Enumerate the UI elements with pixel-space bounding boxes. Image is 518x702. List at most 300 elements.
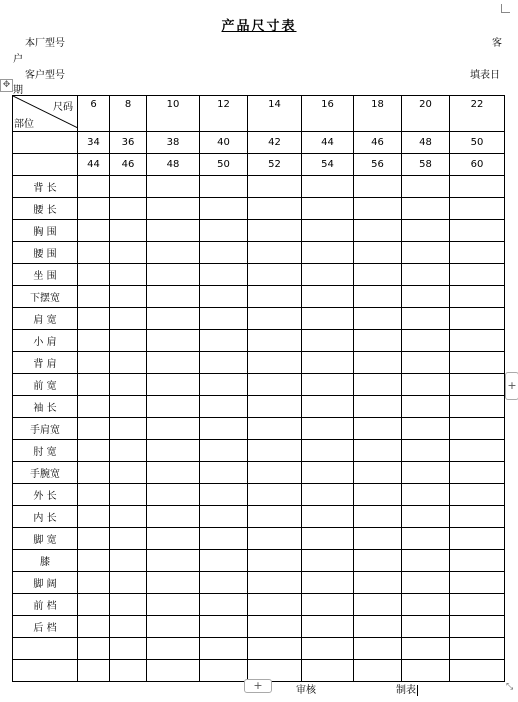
measure-cell[interactable] [354,242,402,264]
part-label[interactable]: 膝 [13,550,78,572]
measure-cell[interactable] [110,374,147,396]
measure-cell[interactable] [200,484,248,506]
measure-cell[interactable] [200,550,248,572]
size-cell[interactable]: 44 [302,132,354,154]
measure-cell[interactable] [402,396,450,418]
measure-cell[interactable] [402,176,450,198]
measure-cell[interactable] [450,594,505,616]
size-cell[interactable]: 50 [200,154,248,176]
measure-cell[interactable] [110,550,147,572]
measure-cell[interactable] [354,506,402,528]
measure-cell[interactable] [450,220,505,242]
measure-cell[interactable] [78,308,110,330]
measure-cell[interactable] [354,176,402,198]
measure-cell[interactable] [248,440,302,462]
measure-cell[interactable] [200,352,248,374]
part-label[interactable]: 脚 宽 [13,528,78,550]
measure-cell[interactable] [200,418,248,440]
measure-cell[interactable] [78,660,110,682]
measure-cell[interactable] [200,198,248,220]
measure-cell[interactable] [302,616,354,638]
add-column-plus-icon[interactable]: + [505,372,518,400]
measure-cell[interactable] [248,176,302,198]
measure-cell[interactable] [200,440,248,462]
measure-cell[interactable] [200,594,248,616]
measure-cell[interactable] [78,418,110,440]
measure-cell[interactable] [78,396,110,418]
measure-cell[interactable] [302,462,354,484]
table-row [13,330,505,352]
part-label[interactable]: 前 宽 [13,374,78,396]
measure-cell[interactable] [302,352,354,374]
table-row [13,242,505,264]
measure-cell[interactable] [78,462,110,484]
measure-cell[interactable] [248,330,302,352]
measure-cell[interactable] [248,462,302,484]
measure-cell[interactable] [200,330,248,352]
table-row [13,198,505,220]
measure-cell[interactable] [302,440,354,462]
measure-cell[interactable] [110,308,147,330]
measure-cell[interactable] [450,198,505,220]
measure-cell[interactable] [147,506,200,528]
measure-cell[interactable] [302,594,354,616]
review-label: 审核 [296,685,316,696]
part-label[interactable]: 腰 长 [13,198,78,220]
size-cell[interactable]: 14 [248,96,302,132]
measure-cell[interactable] [402,440,450,462]
measure-cell[interactable] [354,484,402,506]
measure-cell[interactable] [450,550,505,572]
measure-cell[interactable] [354,308,402,330]
measure-cell[interactable] [248,550,302,572]
size-cell[interactable]: 10 [147,96,200,132]
part-label[interactable]: 背 长 [13,176,78,198]
measure-cell[interactable] [450,572,505,594]
text-cursor [417,685,418,696]
measure-cell[interactable] [402,308,450,330]
corner-bottom-label: 部位 [14,119,34,130]
measure-cell[interactable] [450,528,505,550]
date-label-part2: 期 [13,85,23,96]
measure-cell[interactable] [402,638,450,660]
measure-cell[interactable] [200,308,248,330]
measure-cell[interactable] [450,418,505,440]
measure-cell[interactable] [402,242,450,264]
measure-cell[interactable] [354,220,402,242]
measure-cell[interactable] [147,264,200,286]
measure-cell[interactable] [450,506,505,528]
measure-cell[interactable] [147,198,200,220]
measure-cell[interactable] [402,462,450,484]
size-cell[interactable]: 36 [110,132,147,154]
part-label[interactable]: 下摆宽 [13,286,78,308]
measure-cell[interactable] [147,462,200,484]
measure-cell[interactable] [147,638,200,660]
measure-cell[interactable] [354,440,402,462]
measure-cell[interactable] [248,528,302,550]
table-row [13,352,505,374]
size-row [13,154,505,176]
size-cell[interactable]: 48 [402,132,450,154]
table-row [13,616,505,638]
table-row [13,550,505,572]
factory-model-label: 本厂型号 [25,38,65,49]
part-label[interactable]: 肘 宽 [13,440,78,462]
measure-cell[interactable] [450,396,505,418]
customer-model-label: 客户型号 [25,70,65,81]
measure-cell[interactable] [110,198,147,220]
measure-cell[interactable] [110,660,147,682]
size-cell[interactable]: 56 [354,154,402,176]
measure-cell[interactable] [354,198,402,220]
measure-cell[interactable] [450,242,505,264]
measure-cell[interactable] [450,176,505,198]
measure-cell[interactable] [450,660,505,682]
part-label[interactable]: 手腕宽 [13,462,78,484]
measure-cell[interactable] [78,594,110,616]
measure-cell[interactable] [402,484,450,506]
measure-cell[interactable] [302,638,354,660]
size-cell[interactable]: 40 [200,132,248,154]
measure-cell[interactable] [354,330,402,352]
measure-cell[interactable] [402,264,450,286]
measure-cell[interactable] [402,660,450,682]
measure-cell[interactable] [248,594,302,616]
measure-cell[interactable] [402,220,450,242]
measure-cell[interactable] [78,616,110,638]
measure-cell[interactable] [110,220,147,242]
measure-cell[interactable] [248,286,302,308]
table-row [13,220,505,242]
table-row [13,176,505,198]
size-cell[interactable]: 8 [110,96,147,132]
measure-cell[interactable] [402,594,450,616]
measure-cell[interactable] [200,286,248,308]
part-label[interactable]: 手肩宽 [13,418,78,440]
add-row-plus-icon[interactable]: + [244,679,272,693]
measure-cell[interactable] [450,352,505,374]
size-cell[interactable]: 44 [78,154,110,176]
measure-cell[interactable] [200,264,248,286]
measure-cell[interactable] [110,484,147,506]
part-label[interactable]: 胸 围 [13,220,78,242]
measure-cell[interactable] [302,396,354,418]
measure-cell[interactable] [78,638,110,660]
measure-cell[interactable] [248,264,302,286]
measure-cell[interactable] [354,286,402,308]
table-row [13,572,505,594]
measure-cell[interactable] [147,660,200,682]
measure-cell[interactable] [302,198,354,220]
measure-cell[interactable] [450,330,505,352]
measure-cell[interactable] [200,462,248,484]
measure-cell[interactable] [354,352,402,374]
measure-cell[interactable] [147,616,200,638]
measure-cell[interactable] [302,374,354,396]
part-label[interactable]: 后 档 [13,616,78,638]
measure-cell[interactable] [78,198,110,220]
measure-cell[interactable] [147,330,200,352]
size-cell[interactable]: 48 [147,154,200,176]
measure-cell[interactable] [78,528,110,550]
measure-cell[interactable] [200,242,248,264]
date-label-part1: 填表日 [470,70,500,81]
table-row [13,418,505,440]
part-label[interactable]: 坐 围 [13,264,78,286]
measure-cell[interactable] [147,572,200,594]
measure-cell[interactable] [200,528,248,550]
measure-cell[interactable] [110,396,147,418]
part-label[interactable]: 腰 围 [13,242,78,264]
measure-cell[interactable] [354,616,402,638]
table-row [13,308,505,330]
measure-cell[interactable] [450,484,505,506]
maker-label-text: 制表 [396,685,416,696]
measure-cell[interactable] [147,418,200,440]
table-row [13,506,505,528]
measure-cell[interactable] [78,176,110,198]
size-cell[interactable]: 42 [248,132,302,154]
measure-cell[interactable] [110,462,147,484]
size-cell[interactable]: 58 [402,154,450,176]
measure-cell[interactable] [402,572,450,594]
measure-cell[interactable] [354,462,402,484]
table-row [13,462,505,484]
measure-cell[interactable] [402,550,450,572]
measure-cell[interactable] [78,352,110,374]
measure-cell[interactable] [450,616,505,638]
measure-cell[interactable] [402,616,450,638]
measure-cell[interactable] [110,418,147,440]
measure-cell[interactable] [110,352,147,374]
measure-cell[interactable] [200,638,248,660]
size-cell[interactable]: 54 [302,154,354,176]
measure-cell[interactable] [402,198,450,220]
size-cell[interactable]: 46 [110,154,147,176]
measure-cell[interactable] [147,374,200,396]
part-label[interactable]: 袖 长 [13,396,78,418]
size-cell[interactable]: 12 [200,96,248,132]
size-table [12,95,505,682]
table-row [13,440,505,462]
measure-cell[interactable] [302,242,354,264]
measure-cell[interactable] [78,484,110,506]
measure-cell[interactable] [248,242,302,264]
measure-cell[interactable] [78,264,110,286]
measure-cell[interactable] [200,506,248,528]
measure-cell[interactable] [200,220,248,242]
measure-cell[interactable] [450,286,505,308]
table-row [13,594,505,616]
measure-cell[interactable] [354,374,402,396]
table-row [13,638,505,660]
part-label[interactable]: 肩 宽 [13,308,78,330]
measure-cell[interactable] [200,176,248,198]
measure-cell[interactable] [200,660,248,682]
measure-cell[interactable] [402,528,450,550]
page-title: 产品尺寸表 [221,19,297,34]
measure-cell[interactable] [302,176,354,198]
part-label[interactable]: 背 肩 [13,352,78,374]
corner-top-label: 尺码 [53,102,73,113]
measure-cell[interactable] [147,352,200,374]
measure-cell[interactable] [147,286,200,308]
part-label[interactable] [13,660,78,682]
measure-cell[interactable] [110,594,147,616]
measure-cell[interactable] [402,506,450,528]
move-icon[interactable]: ✥ [0,79,13,92]
measure-cell[interactable] [147,242,200,264]
measure-cell[interactable] [110,440,147,462]
measure-cell[interactable] [200,374,248,396]
measure-cell[interactable] [110,616,147,638]
measure-cell[interactable] [248,484,302,506]
measure-cell[interactable] [248,616,302,638]
measure-cell[interactable] [78,330,110,352]
measure-cell[interactable] [78,242,110,264]
part-label[interactable]: 脚 阔 [13,572,78,594]
measure-cell[interactable] [147,484,200,506]
measure-cell[interactable] [110,572,147,594]
customer-label-part2: 户 [13,54,23,65]
measure-cell[interactable] [248,198,302,220]
part-label[interactable] [13,638,78,660]
measure-cell[interactable] [302,506,354,528]
measure-cell[interactable] [354,660,402,682]
measure-cell[interactable] [302,308,354,330]
blank-cell[interactable] [13,154,78,176]
measure-cell[interactable] [450,638,505,660]
table-row [13,264,505,286]
measure-cell[interactable] [302,330,354,352]
measure-cell[interactable] [402,374,450,396]
part-label[interactable]: 外 长 [13,484,78,506]
measure-cell[interactable] [302,264,354,286]
measure-cell[interactable] [110,528,147,550]
size-cell[interactable]: 34 [78,132,110,154]
measure-cell[interactable] [248,638,302,660]
measure-cell[interactable] [147,176,200,198]
measure-cell[interactable] [200,396,248,418]
measure-cell[interactable] [147,396,200,418]
measure-cell[interactable] [78,286,110,308]
measure-cell[interactable] [78,550,110,572]
measure-cell[interactable] [147,594,200,616]
measure-cell[interactable] [302,660,354,682]
resize-icon[interactable]: ⤡ [506,682,514,692]
measure-cell[interactable] [354,264,402,286]
measure-cell[interactable] [248,308,302,330]
measure-cell[interactable] [78,440,110,462]
measure-cell[interactable] [248,374,302,396]
measure-cell[interactable] [110,264,147,286]
size-cell[interactable]: 50 [450,132,505,154]
measure-cell[interactable] [302,286,354,308]
size-cell[interactable]: 20 [402,96,450,132]
measure-cell[interactable] [110,242,147,264]
measure-cell[interactable] [450,374,505,396]
corner-diagonal-cell [13,96,78,132]
part-label[interactable]: 前 档 [13,594,78,616]
size-cell[interactable]: 46 [354,132,402,154]
blank-cell[interactable] [13,132,78,154]
measure-cell[interactable] [248,220,302,242]
measure-cell[interactable] [110,330,147,352]
size-cell[interactable]: 60 [450,154,505,176]
measure-cell[interactable] [147,440,200,462]
measure-cell[interactable] [354,594,402,616]
measure-cell[interactable] [110,638,147,660]
measure-cell[interactable] [110,286,147,308]
measure-cell[interactable] [450,440,505,462]
measure-cell[interactable] [147,220,200,242]
measure-cell[interactable] [78,506,110,528]
measure-cell[interactable] [354,528,402,550]
measure-cell[interactable] [248,506,302,528]
measure-cell[interactable] [402,418,450,440]
measure-cell[interactable] [110,176,147,198]
measure-cell[interactable] [354,638,402,660]
measure-cell[interactable] [450,308,505,330]
table-row [13,528,505,550]
measure-cell[interactable] [78,220,110,242]
measure-cell[interactable] [248,396,302,418]
measure-cell[interactable] [402,286,450,308]
measure-cell[interactable] [200,572,248,594]
measure-cell[interactable] [248,418,302,440]
size-cell[interactable]: 52 [248,154,302,176]
measure-cell[interactable] [450,462,505,484]
size-cell[interactable]: 38 [147,132,200,154]
measure-cell[interactable] [302,528,354,550]
measure-cell[interactable] [248,572,302,594]
maker-label[interactable] [396,681,418,696]
part-label[interactable]: 小 肩 [13,330,78,352]
size-cell[interactable]: 18 [354,96,402,132]
measure-cell[interactable] [248,352,302,374]
measure-cell[interactable] [302,220,354,242]
table-row [13,374,505,396]
measure-cell[interactable] [302,550,354,572]
measure-cell[interactable] [147,528,200,550]
measure-cell[interactable] [302,418,354,440]
size-row [13,132,505,154]
measure-cell[interactable] [302,572,354,594]
size-cell[interactable]: 22 [450,96,505,132]
customer-label-part1: 客 [492,38,502,49]
size-header-row [13,96,505,132]
measure-cell[interactable] [450,264,505,286]
table-row [13,484,505,506]
measure-cell[interactable] [110,506,147,528]
measure-cell[interactable] [402,352,450,374]
measure-cell[interactable] [354,418,402,440]
measure-cell[interactable] [147,550,200,572]
measure-cell[interactable] [78,572,110,594]
measure-cell[interactable] [302,484,354,506]
part-label[interactable]: 内 长 [13,506,78,528]
measure-cell[interactable] [78,374,110,396]
measure-cell[interactable] [354,396,402,418]
measure-cell[interactable] [354,550,402,572]
measure-cell[interactable] [354,572,402,594]
measure-cell[interactable] [200,616,248,638]
size-cell[interactable]: 6 [78,96,110,132]
measure-cell[interactable] [402,330,450,352]
size-cell[interactable]: 16 [302,96,354,132]
measure-cell[interactable] [147,308,200,330]
